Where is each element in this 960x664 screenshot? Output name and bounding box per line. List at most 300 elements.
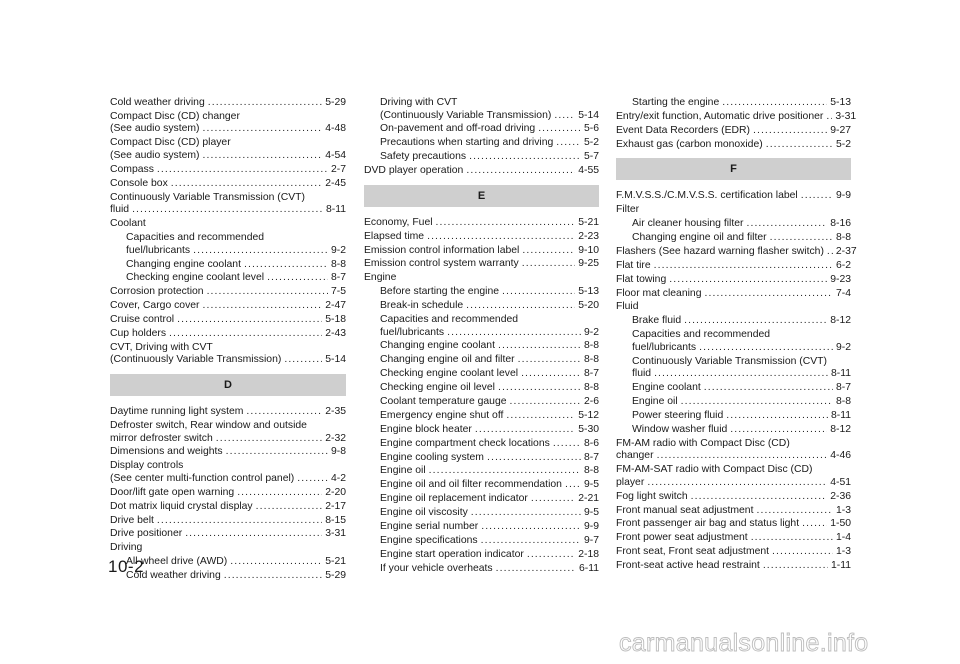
index-entry — [110, 314, 346, 327]
dot-leader — [157, 164, 328, 177]
dot-leader — [681, 396, 833, 409]
page-reference: 5-7 — [583, 151, 599, 163]
entry-last-line — [110, 487, 346, 500]
page-reference: 9-8 — [330, 446, 346, 458]
dot-leader — [481, 535, 581, 548]
page-reference: 8-11 — [830, 409, 851, 421]
page-reference: 9-23 — [830, 273, 851, 285]
entry-last-line — [380, 327, 599, 340]
entry-last-line — [380, 507, 599, 520]
dot-leader — [522, 245, 575, 258]
page-reference: 5-6 — [583, 123, 599, 135]
index-subentry — [364, 137, 599, 150]
entry-last-line — [380, 151, 599, 164]
index-column-2 — [364, 97, 599, 577]
page-reference: 1-11 — [830, 560, 851, 572]
entry-text: If your vehicle overheats — [380, 562, 493, 574]
index-entry — [110, 487, 346, 500]
dot-leader — [704, 288, 832, 301]
index-entry — [616, 491, 851, 504]
entry-last-line — [110, 300, 346, 313]
index-subentry — [616, 218, 851, 231]
dot-leader — [216, 433, 322, 446]
entry-text: Before starting the engine — [380, 286, 499, 298]
entry-text: Front power seat adjustment — [616, 532, 748, 544]
page-reference: 5-14 — [578, 109, 599, 121]
entry-last-line — [110, 446, 346, 459]
entry-text: Flat tire — [616, 259, 651, 271]
entry-last-line — [380, 535, 599, 548]
dot-leader — [256, 501, 323, 514]
index-subentry — [616, 410, 851, 423]
index-subentry — [364, 382, 599, 395]
entry-text: fluid — [110, 204, 130, 216]
entry-last-line — [110, 97, 346, 110]
index-entry — [616, 505, 851, 518]
entry-last-line — [110, 123, 346, 136]
entry-last-line — [364, 258, 599, 271]
entry-text: Engine specifications — [380, 534, 478, 546]
page-reference: 5-29 — [325, 570, 346, 582]
page-reference: 2-47 — [325, 300, 346, 312]
entry-text: Emergency engine shut off — [380, 409, 504, 421]
dot-leader — [429, 465, 581, 478]
index-subentry — [364, 410, 599, 423]
index-entry — [616, 125, 851, 138]
page-reference: 9-7 — [583, 534, 599, 546]
page-reference: 8-11 — [325, 204, 346, 216]
entry-last-line — [110, 150, 346, 163]
watermark-logo — [618, 628, 951, 658]
index-subentry — [364, 151, 599, 164]
dot-leader — [496, 563, 576, 576]
entry-text-line: Defroster switch, Rear window and outside — [110, 419, 307, 431]
page-reference: 5-30 — [578, 423, 599, 435]
entry-text: fuel/lubricants — [126, 244, 191, 256]
entry-text: Front-seat active head restraint — [616, 560, 760, 572]
page-reference: 8-7 — [583, 451, 599, 463]
entry-text: Corrosion protection — [110, 286, 204, 298]
page-reference: 9-9 — [583, 521, 599, 533]
page-reference: 8-7 — [835, 382, 851, 394]
entry-text: Cup holders — [110, 327, 167, 339]
entry-text: Window washer fluid — [632, 423, 728, 435]
entry-last-line — [380, 549, 599, 562]
entry-text-line: FM-AM radio with Compact Disc (CD) — [616, 437, 790, 449]
page-reference: 9-10 — [578, 244, 599, 256]
entry-last-line — [380, 563, 599, 576]
entry-text: Engine coolant — [632, 382, 701, 394]
page-reference: 5-20 — [578, 300, 599, 312]
dot-leader — [669, 274, 827, 287]
page-reference: 7-4 — [835, 287, 851, 299]
section-header: E — [364, 185, 599, 207]
entry-text: player — [616, 476, 645, 488]
entry-text-line: CVT, Driving with CVT — [110, 341, 213, 353]
entry-text: Event Data Recorders (EDR) — [616, 124, 750, 136]
page-reference: 8-8 — [583, 465, 599, 477]
entry-last-line — [380, 123, 599, 136]
entry-text: Drive positioner — [110, 528, 183, 540]
index-column-3 — [616, 97, 857, 574]
index-subentry — [616, 382, 851, 395]
page-reference: 9-9 — [835, 190, 851, 202]
entry-last-line — [126, 570, 346, 583]
page-reference: 2-21 — [578, 493, 599, 505]
index-subentry — [616, 329, 851, 354]
page-reference: 8-8 — [330, 258, 346, 270]
page-reference: 2-6 — [583, 396, 599, 408]
index-entry — [110, 178, 346, 191]
index-subentry — [364, 452, 599, 465]
page-reference: 6-11 — [578, 562, 599, 574]
page-reference: 5-13 — [578, 286, 599, 298]
index-subentry — [364, 286, 599, 299]
index-entry — [110, 446, 346, 459]
index-entry — [110, 406, 346, 419]
entry-text: Engine — [364, 272, 397, 284]
entry-text: Elapsed time — [364, 230, 425, 242]
page-reference: 1-3 — [835, 504, 851, 516]
entry-text: Emission control information label — [364, 244, 520, 256]
entry-last-line — [616, 477, 851, 490]
page-reference: 1-50 — [830, 518, 851, 530]
entry-text: Door/lift gate open warning — [110, 486, 235, 498]
entry-last-line — [110, 164, 346, 177]
dot-leader — [556, 137, 581, 150]
index-subentry — [364, 535, 599, 548]
index-subentry — [364, 354, 599, 367]
dot-leader — [691, 491, 828, 504]
index-subentry — [364, 479, 599, 492]
entry-last-line — [616, 139, 851, 152]
index-entry — [364, 245, 599, 258]
page-reference: 7-5 — [330, 286, 346, 298]
entry-last-line — [380, 452, 599, 465]
entry-text: Compass — [110, 163, 154, 175]
entry-text: (See audio system) — [110, 149, 200, 161]
dot-leader — [193, 245, 328, 258]
index-entry — [364, 217, 599, 230]
entry-last-line — [364, 231, 599, 244]
dot-leader — [207, 286, 328, 299]
entry-text: fluid — [632, 368, 652, 380]
entry-text: On-pavement and off-road driving — [380, 123, 536, 135]
index-subentry — [616, 424, 851, 437]
entry-last-line — [616, 505, 851, 518]
entry-last-line — [632, 342, 851, 355]
page-reference: 3-31 — [325, 528, 346, 540]
page-reference: 5-14 — [325, 354, 346, 366]
page-reference: 8-16 — [830, 218, 851, 230]
page-reference: 5-29 — [325, 97, 346, 108]
entry-text: Engine oil and oil filter recommendation — [380, 479, 562, 491]
index-entry — [364, 258, 599, 271]
entry-text: Engine oil viscosity — [380, 507, 468, 519]
dot-leader — [267, 272, 328, 285]
page-reference: 1-4 — [835, 532, 851, 544]
entry-text: Front seat, Front seat adjustment — [616, 546, 770, 558]
dot-leader — [746, 218, 827, 231]
dot-leader — [502, 286, 575, 299]
entry-last-line — [380, 396, 599, 409]
page-reference: 8-7 — [583, 368, 599, 380]
dot-leader — [208, 97, 322, 110]
entry-last-line — [632, 218, 851, 231]
index-subentry — [110, 570, 346, 583]
index-entry — [616, 204, 851, 217]
index-entry — [110, 342, 346, 367]
entry-last-line — [380, 465, 599, 478]
entry-text: (See audio system) — [110, 123, 200, 135]
dot-leader — [553, 438, 581, 451]
entry-text: Drive belt — [110, 514, 154, 526]
page-reference: 8-8 — [583, 340, 599, 352]
entry-text: Break-in schedule — [380, 300, 464, 312]
dot-leader — [531, 493, 575, 506]
index-subentry — [110, 232, 346, 257]
dot-leader — [177, 314, 322, 327]
entry-last-line — [632, 424, 851, 437]
entry-text: Changing engine coolant — [126, 258, 241, 270]
entry-last-line — [380, 479, 599, 492]
entry-last-line — [632, 315, 851, 328]
dot-leader — [753, 125, 827, 138]
index-subentry — [616, 97, 851, 110]
entry-text: Safety precautions — [380, 151, 467, 163]
entry-last-line — [632, 382, 851, 395]
entry-last-line — [616, 532, 851, 545]
dot-leader — [487, 452, 581, 465]
page-reference: 4-48 — [325, 123, 346, 135]
index-entry — [110, 328, 346, 341]
entry-last-line — [616, 204, 851, 217]
index-subentry — [364, 300, 599, 313]
index-entry — [364, 165, 599, 178]
entry-text: Cold weather driving — [126, 570, 221, 582]
entry-text: Dot matrix liquid crystal display — [110, 500, 253, 512]
dot-leader — [510, 396, 581, 409]
dot-leader — [763, 560, 828, 573]
dot-leader — [203, 150, 323, 163]
entry-text: Coolant — [110, 218, 146, 230]
entry-last-line — [380, 382, 599, 395]
dot-leader — [522, 258, 575, 271]
page-reference: 2-37 — [835, 245, 857, 257]
dot-leader — [766, 139, 833, 152]
dot-leader — [436, 217, 576, 230]
entry-text: Precautions when starting and driving — [380, 137, 554, 149]
index-entry — [364, 231, 599, 244]
dot-leader — [203, 300, 323, 313]
page-reference: 2-43 — [325, 327, 346, 339]
entry-last-line — [632, 410, 851, 423]
index-subentry — [616, 396, 851, 409]
index-entry — [110, 528, 346, 541]
dot-leader — [554, 110, 575, 123]
dot-leader — [481, 521, 581, 534]
entry-last-line — [364, 245, 599, 258]
dot-leader — [447, 327, 581, 340]
entry-last-line — [364, 217, 599, 230]
entry-last-line — [616, 274, 851, 287]
index-entry — [616, 532, 851, 545]
entry-last-line — [616, 518, 851, 531]
entry-text: (See center multi-function control panel) — [110, 472, 295, 484]
entry-last-line — [126, 245, 346, 258]
entry-text: Cruise control — [110, 314, 175, 326]
index-entry — [616, 260, 851, 273]
entry-text: All-wheel drive (AWD) — [126, 556, 228, 568]
entry-text: mirror defroster switch — [110, 432, 213, 444]
entry-last-line — [380, 410, 599, 423]
entry-text: Engine oil — [632, 396, 678, 408]
entry-text: Economy, Fuel — [364, 216, 433, 228]
page-reference: 8-12 — [830, 423, 851, 435]
dot-leader — [171, 178, 322, 191]
page-reference: 2-17 — [325, 500, 346, 512]
dot-leader — [565, 479, 581, 492]
entry-last-line — [110, 354, 346, 367]
entry-text: Front manual seat adjustment — [616, 504, 754, 516]
entry-text: Engine compartment check locations — [380, 437, 550, 449]
entry-text-line: Capacities and recommended — [380, 313, 519, 325]
dot-leader — [132, 204, 323, 217]
dot-leader — [284, 354, 322, 367]
page-reference: 5-21 — [578, 216, 599, 228]
entry-last-line — [616, 245, 857, 259]
entry-last-line — [380, 340, 599, 353]
entry-last-line — [616, 546, 851, 559]
dot-leader — [521, 368, 581, 381]
dot-leader — [427, 231, 575, 244]
entry-text: Dimensions and weights — [110, 446, 223, 458]
index-subentry — [364, 465, 599, 478]
entry-text: Starting the engine — [632, 97, 720, 108]
dot-leader — [654, 368, 828, 381]
index-entry — [616, 110, 857, 124]
index-subentry — [364, 507, 599, 520]
watermark-text: carmanualsonline.info — [619, 629, 869, 657]
dot-leader — [726, 410, 828, 423]
page-reference: 4-55 — [578, 165, 599, 177]
entry-text: Coolant temperature gauge — [380, 396, 507, 408]
page-reference: 2-18 — [578, 548, 599, 560]
page-reference: 2-45 — [325, 177, 346, 189]
entry-text: Fluid — [616, 301, 639, 313]
page-reference: 9-27 — [830, 124, 851, 136]
entry-last-line — [110, 314, 346, 327]
index-subentry — [364, 396, 599, 409]
entry-last-line — [632, 368, 851, 381]
entry-text: Filter — [616, 204, 640, 216]
page-reference: 5-2 — [835, 138, 851, 150]
dot-leader — [647, 477, 827, 490]
index-entry — [616, 190, 851, 203]
entry-text-line: FM-AM-SAT radio with Compact Disc (CD) — [616, 464, 813, 476]
dot-leader — [772, 546, 833, 559]
index-entry — [110, 300, 346, 313]
entry-text: Daytime running light system — [110, 406, 244, 418]
entry-text-line: Compact Disc (CD) changer — [110, 110, 240, 122]
entry-last-line — [616, 110, 857, 124]
index-entry — [616, 560, 851, 573]
dot-leader — [704, 382, 833, 395]
entry-text: Emission control system warranty — [364, 258, 519, 270]
entry-last-line — [380, 286, 599, 299]
index-entry — [110, 192, 346, 217]
dot-leader — [730, 424, 827, 437]
entry-text: Engine start operation indicator — [380, 548, 524, 560]
index-subentry — [364, 368, 599, 381]
entry-last-line — [380, 521, 599, 534]
page-reference: 2-7 — [330, 163, 346, 175]
dot-leader — [157, 515, 322, 528]
dot-leader — [246, 406, 322, 419]
entry-last-line — [110, 528, 346, 541]
index-subentry — [616, 356, 851, 381]
page-number: 10-2 — [108, 557, 145, 576]
index-subentry — [616, 232, 851, 245]
entry-text: Engine oil replacement indicator — [380, 493, 528, 505]
index-entry — [110, 515, 346, 528]
entry-last-line — [380, 368, 599, 381]
index-entry — [616, 546, 851, 559]
page-reference: 8-8 — [583, 382, 599, 394]
entry-last-line — [616, 301, 851, 314]
index-subentry — [364, 521, 599, 534]
page-reference: 4-54 — [325, 149, 346, 161]
entry-text: Fog light switch — [616, 490, 688, 502]
entry-text: fuel/lubricants — [632, 341, 697, 353]
index-subentry — [364, 314, 599, 339]
entry-last-line — [616, 491, 851, 504]
entry-text-line: Continuously Variable Transmission (CVT) — [110, 191, 305, 203]
page-reference: 5-12 — [578, 409, 599, 421]
index-entry — [616, 245, 857, 259]
entry-last-line — [110, 501, 346, 514]
page-reference: 4-51 — [830, 476, 851, 488]
dot-leader — [684, 315, 827, 328]
index-entry — [616, 274, 851, 287]
entry-last-line — [110, 218, 346, 231]
section-header: D — [110, 374, 346, 396]
entry-text: F.M.V.S.S./C.M.V.S.S. certification label — [616, 190, 798, 202]
index-subentry — [364, 123, 599, 136]
dot-leader — [498, 382, 581, 395]
page-reference: 8-8 — [583, 354, 599, 366]
entry-text: (Continuously Variable Transmission) — [380, 109, 552, 121]
page-reference: 2-36 — [830, 490, 851, 502]
entry-text: Driving — [110, 542, 143, 554]
page-reference: 8-8 — [835, 396, 851, 408]
dot-leader — [244, 259, 328, 272]
index-subentry — [110, 272, 346, 285]
page-reference: 9-2 — [330, 244, 346, 256]
index-entry — [616, 301, 851, 314]
dot-leader — [802, 518, 827, 531]
index-entry — [110, 164, 346, 177]
page-reference: 5-2 — [583, 137, 599, 149]
page-reference: 6-2 — [835, 259, 851, 271]
page-reference: 8-11 — [830, 368, 851, 380]
entry-text-line: Capacities and recommended — [126, 232, 265, 244]
entry-text-line: Compact Disc (CD) player — [110, 137, 231, 149]
entry-last-line — [126, 556, 346, 569]
entry-text: Console box — [110, 177, 168, 189]
entry-text: changer — [616, 450, 654, 462]
index-entry — [110, 97, 346, 110]
